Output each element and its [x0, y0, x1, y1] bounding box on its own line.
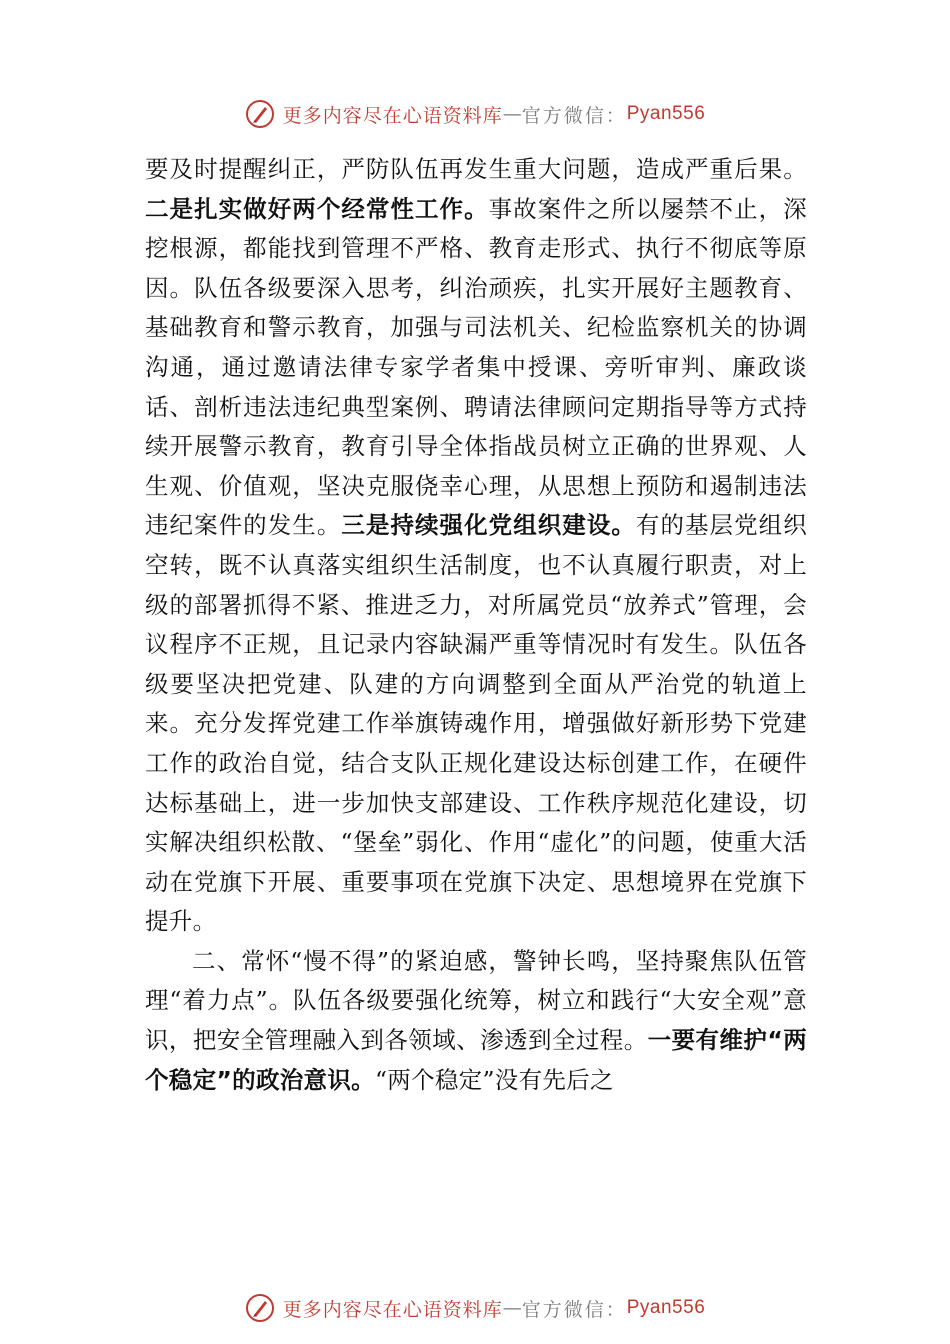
header-brand-text: 更多内容尽在心语资料库: [282, 104, 503, 127]
header-official-label: 官方微信：: [521, 104, 627, 127]
quill-pen-logo-icon: [245, 1293, 275, 1323]
paragraph-2: [145, 942, 807, 1100]
header-banner: [0, 94, 950, 134]
quill-pen-logo-icon: [245, 99, 275, 129]
p1-point3-text: 有的基层党组织空转，既不认真落实组织生活制度，也不认真履行职责，对上级的部署抓得不紧、推进乏力，对所属党员“放养式”管理，会议程序不正规，且记录内容缺漏严重等情况时有发生。队伍各级要坚决把党建、队建的方向调整到全面从严治党的轨道上来。充分发挥党建工作举旗铸魂作用，增强做好新形势下党建工作的政治自觉，结合支队正规化建设达标创建工作，在硬件达标基础上，进一步加快支部建设、工作秩序规范化建设，切实解决组织松散、“堡垒”弱化、作用“虚化”的问题，使重大活动在党旗下开展、重要事项在党旗下决定、思想境界在党旗下提升。: [145, 511, 807, 936]
p2-text: 二、常怀“慢不得”的紧迫感，警钟长鸣，坚持聚焦队伍管理“着力点”。队伍各级要强化统筹，树立和践行“大安全观”意识，把安全管理融入到各领域、渗透到全过程。: [145, 946, 807, 1055]
p1-point2-heading: 二是扎实做好两个经常性工作。: [145, 194, 489, 223]
footer-banner: [0, 1288, 950, 1328]
paragraph-1: [145, 150, 807, 942]
p1-point3-heading: 三是持续强化党组织建设。: [341, 511, 636, 540]
p1-intro-text: 要及时提醒纠正，严防队伍再发生重大问题，造成严重后果。: [145, 155, 807, 183]
p1-point2-text: 事故案件之所以屡禁不止，深挖根源，都能找到管理不严格、教育走形式、执行不彻底等原因。队伍各级要深入思考，纠治顽疾，扎实开展好主题教育、基础教育和警示教育，加强与司法机关、纪检监察机关的协调沟通，通过邀请法律专家学者集中授课、旁听审判、廉政谈话、剖析违法违纪典型案例、聘请法律顾问定期指导等方式持续开展警示教育，教育引导全体指战员树立正确的世界观、人生观、价值观，坚决克服侥幸心理，从思想上预防和遏制违法违纪案件的发生。: [145, 194, 807, 540]
p2-point1-heading: 一要有维护“两个稳定”的政治意识。: [145, 1026, 807, 1094]
footer-separator: —: [502, 1297, 522, 1319]
header-wechat-id: Pyan556: [626, 103, 706, 124]
header-separator: —: [502, 103, 522, 125]
footer-official-label: 官方微信：: [521, 1298, 627, 1321]
document-body: [145, 150, 807, 1100]
p2-point1-text: “两个稳定”没有先后之: [374, 1065, 614, 1094]
footer-wechat-id: Pyan556: [626, 1297, 706, 1318]
footer-brand-text: 更多内容尽在心语资料库: [282, 1298, 503, 1321]
